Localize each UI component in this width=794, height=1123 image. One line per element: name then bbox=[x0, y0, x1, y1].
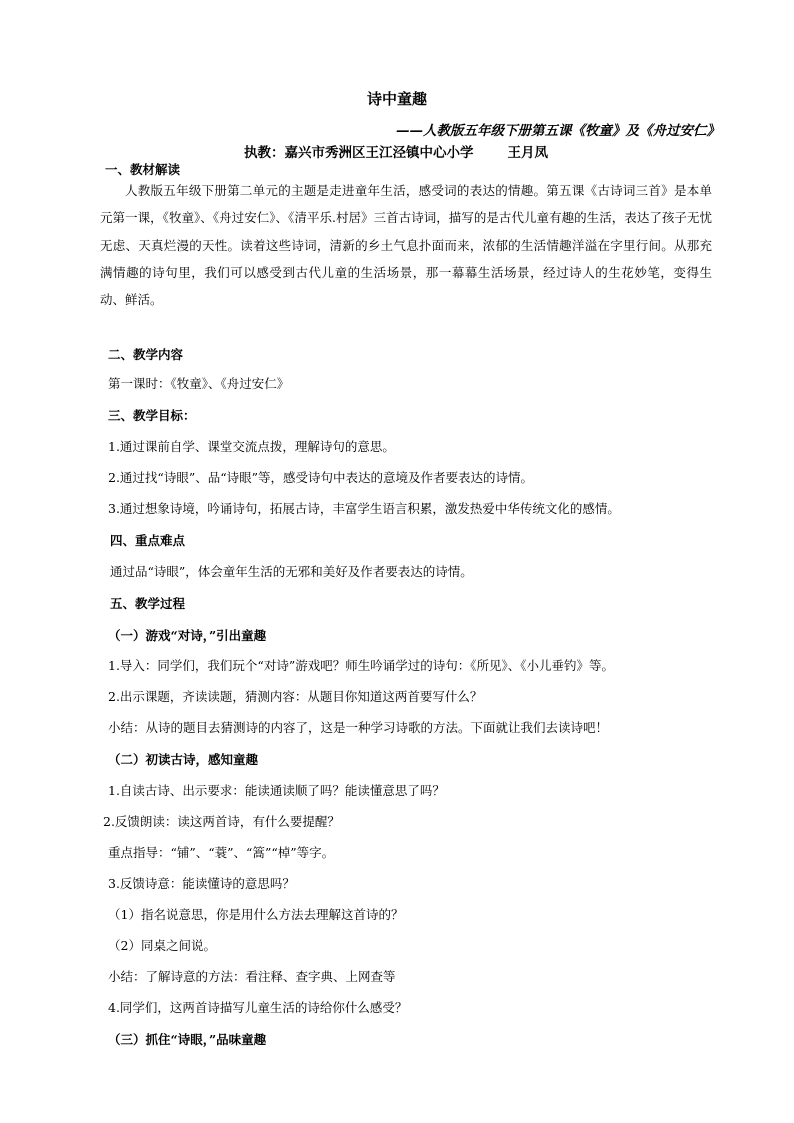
process-item: 2.出示课题，齐读读题，猜测内容：从题目你知道这两首要写什么？ bbox=[108, 689, 483, 704]
process-item: （1）指名说意思，你是用什么方法去理解这首诗的？ bbox=[108, 907, 404, 922]
process-heading-1: （一）游戏“对诗，”引出童趣 bbox=[108, 628, 267, 643]
section-2-line: 第一课时：《牧童》、《舟过安仁》 bbox=[108, 376, 290, 391]
process-item: 3.反馈诗意：能读懂诗的意思吗？ bbox=[108, 876, 295, 891]
section-heading-5: 五、教学过程 bbox=[110, 596, 186, 611]
process-item: 小结：了解诗意的方法：看注释、查字典、上网查等 bbox=[108, 969, 396, 984]
process-item: 4.同学们，这两首诗描写儿童生活的诗给你什么感受？ bbox=[108, 1000, 408, 1015]
goal-item: 2.通过找“诗眼”、品“诗眼”等，感受诗句中表达的意境及作者要表达的诗情。 bbox=[108, 470, 533, 485]
section-heading-3: 三、教学目标： bbox=[108, 408, 196, 423]
process-item: 1.导入：同学们，我们玩个“对诗”游戏吧？师生吟诵学过的诗句：《所见》、《小儿垂钓》等。 bbox=[108, 658, 614, 673]
goal-item: 3.通过想象诗境，吟诵诗句，拓展古诗，丰富学生语言积累，激发热爱中华传统文化的感情。 bbox=[108, 501, 620, 516]
author-line bbox=[244, 141, 548, 161]
process-item: 1.自读古诗、出示要求：能读通读顺了吗？能读懂意思了吗？ bbox=[108, 783, 445, 798]
process-item: 小结：从诗的题目去猜测诗的内容了，这是一种学习诗歌的方法。下面就让我们去读诗吧！ bbox=[108, 720, 609, 735]
section-1-paragraph: 人教版五年级下册第二单元的主题是走进童年生活，感受词的表达的情趣。第五课《古诗词三首》是本单元第一课，《牧童》、《舟过安仁》、《清平乐.村居》三首古诗词，描写的是古代儿童有趣的生活，表达了孩子无忧无虑、天真烂漫的天性。读着这些诗词，清新的乡土气息扑面而来，浓郁的生活情趣洋溢在字里行间。从那充满情趣的诗句里，我们可以感受到古代儿童的生活场景，那一幕幕生活场景，经过诗人的生花妙笔，变得生动、鲜活。 bbox=[100, 183, 712, 308]
section-heading-1: 一、教材解读 bbox=[105, 162, 181, 177]
section-heading-2: 二、教学内容 bbox=[108, 347, 184, 362]
document-title: 诗中童趣 bbox=[366, 90, 427, 108]
process-item: （2）同桌之间说。 bbox=[108, 938, 216, 953]
author-label: 执教：嘉兴市秀洲区王江泾镇中心小学 bbox=[244, 145, 474, 161]
process-heading-2: （二）初读古诗，感知童趣 bbox=[108, 752, 259, 767]
section-4-line: 通过品“诗眼”，体会童年生活的无邪和美好及作者要表达的诗情。 bbox=[110, 564, 473, 579]
process-item: 2.反馈朗读：读这两首诗，有什么要提醒？ bbox=[103, 814, 340, 829]
goal-item: 1.通过课前自学、课堂交流点拨，理解诗句的意思。 bbox=[108, 439, 395, 454]
process-item: 重点指导：“铺”、“蓑”、“篙”“棹”等字。 bbox=[108, 845, 335, 860]
document-subtitle: ——人教版五年级下册第五课《牧童》及《舟过安仁》 bbox=[396, 123, 720, 139]
author-name: 王月凤 bbox=[507, 145, 548, 161]
section-heading-4: 四、重点难点 bbox=[110, 533, 186, 548]
process-heading-3: （三）抓住“诗眼，”品味童趣 bbox=[108, 1032, 267, 1047]
